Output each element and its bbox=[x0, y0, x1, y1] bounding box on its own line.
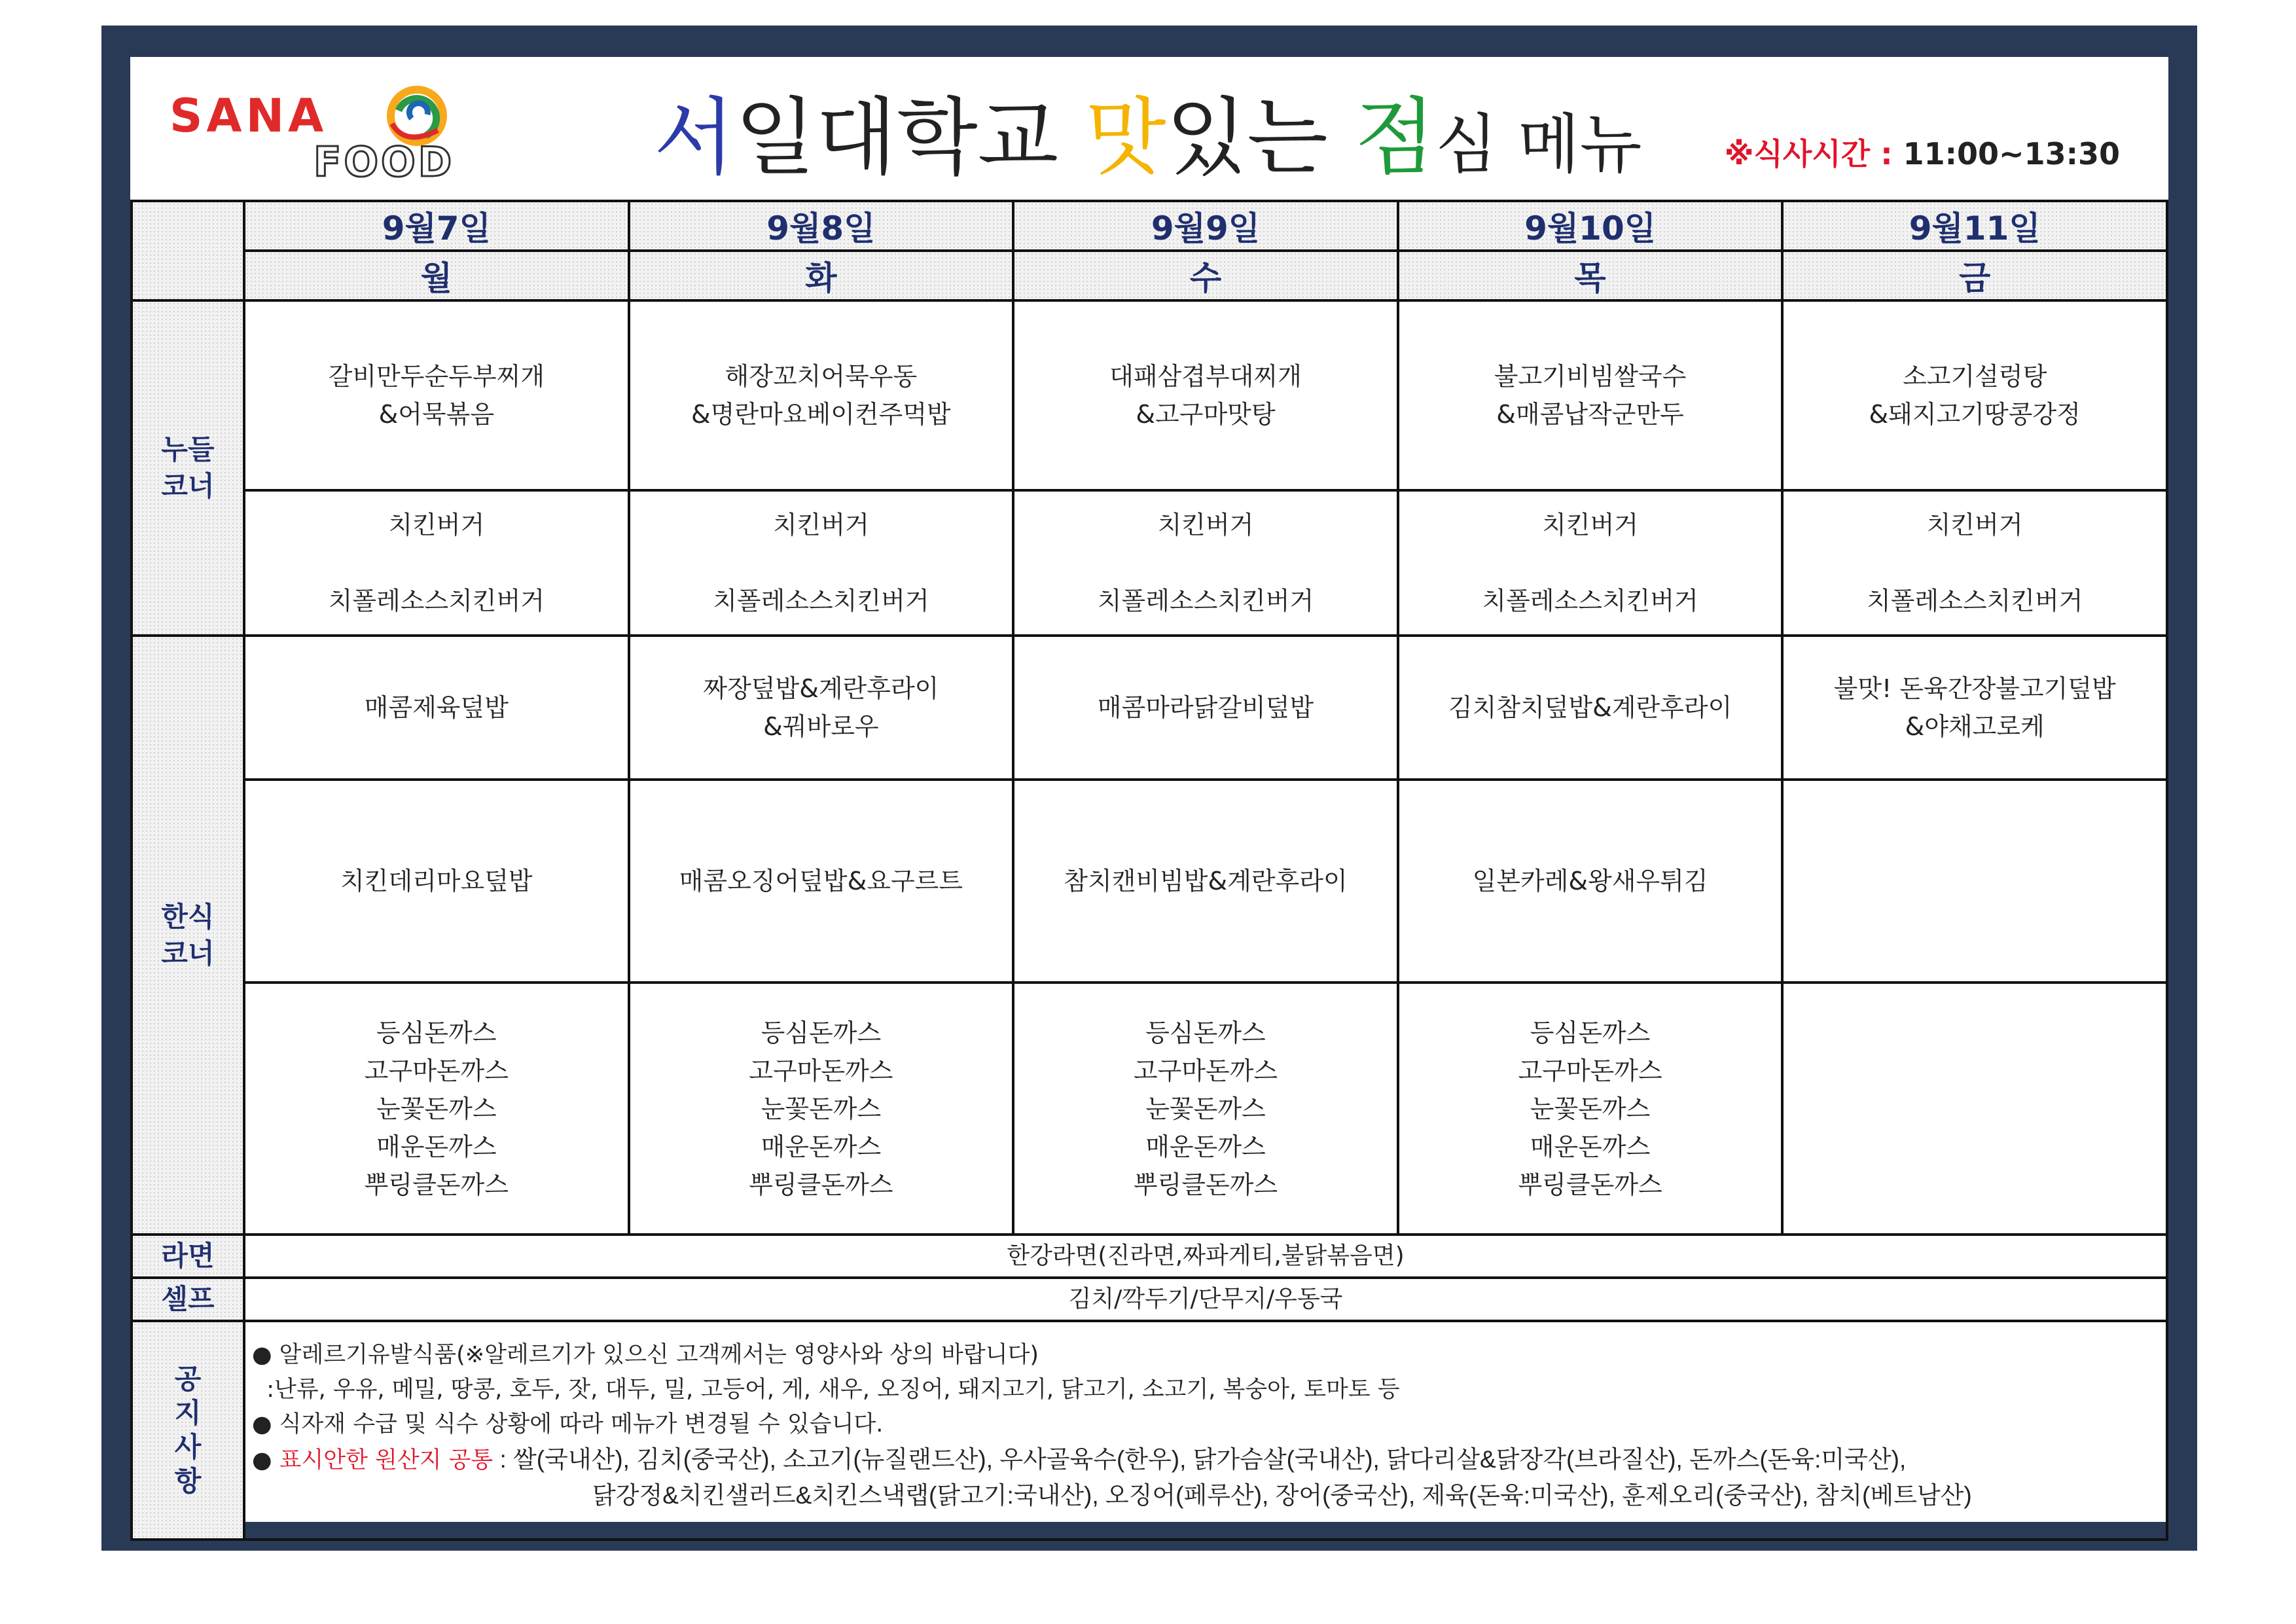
notice-cell bbox=[244, 1321, 2167, 1540]
day-weekday-text: 금 bbox=[1959, 259, 1991, 297]
ramen-label bbox=[132, 1235, 244, 1278]
menu-item: &매콤납작군만두 bbox=[1496, 400, 1684, 429]
menu-item: 치킨데리마요덮밥 bbox=[340, 867, 533, 895]
menu-item: 김치참치덮밥&계란후라이 bbox=[1448, 693, 1732, 722]
day-weekday bbox=[1782, 251, 2167, 300]
menu-item: &돼지고기땅콩강정 bbox=[1869, 400, 2081, 429]
logo-word-food: FOOD bbox=[314, 138, 455, 183]
menu-item: 갈비만두순두부찌개 bbox=[328, 362, 545, 391]
menu-cell bbox=[1398, 983, 1783, 1235]
notice-label-char: 항 bbox=[174, 1465, 202, 1497]
menu-cell bbox=[1013, 983, 1398, 1235]
menu-item: 치킨버거 bbox=[1157, 511, 1254, 539]
logo-word-sana: SANA bbox=[170, 89, 328, 143]
corner-cell bbox=[132, 201, 244, 300]
corner-label-line: 누들 bbox=[161, 433, 215, 465]
ramen-text: 한강라면(진라면,짜파게티,불닭볶음면) bbox=[1007, 1242, 1405, 1269]
menu-item: &야채고로케 bbox=[1905, 712, 2045, 741]
menu-cell bbox=[1013, 636, 1398, 780]
notice-line: ● 알레르기유발식품(※알레르기가 있으신 고객께서는 영양사와 상의 바랍니다) bbox=[252, 1342, 1039, 1368]
self-row bbox=[132, 1278, 2167, 1321]
menu-item: 뿌링클돈까스 bbox=[1518, 1170, 1662, 1199]
menu-cell bbox=[244, 983, 629, 1235]
day-weekday-text: 수 bbox=[1189, 259, 1222, 297]
menu-cell bbox=[629, 300, 1014, 490]
menu-item: 매콤오징어덮밥&요구르트 bbox=[679, 867, 963, 895]
meal-time-value: 11:00~13:30 bbox=[1903, 136, 2120, 171]
menu-item: 뿌링클돈까스 bbox=[364, 1170, 509, 1199]
title-segment: 맛 bbox=[1085, 89, 1166, 187]
menu-item: 치폴레소스치킨버거 bbox=[1482, 586, 1698, 615]
notice-row bbox=[132, 1321, 2167, 1540]
day-weekday-text: 월 bbox=[420, 259, 452, 297]
header bbox=[130, 57, 2168, 198]
notice-line-origin-cont: 닭강정&치킨샐러드&치킨스낵랩(닭고기:국내산), 오징어(페루산), 장어(중국산), 제육(돈육:미국산), 훈제오리(중국산), 참치(베트남산) bbox=[592, 1482, 1972, 1509]
title-segment: 점 bbox=[1354, 89, 1436, 187]
meal-time-label: ※식사시간 : bbox=[1724, 136, 1903, 171]
day-date-text: 9월11일 bbox=[1909, 209, 2041, 247]
corner-label-line: 한식 bbox=[161, 900, 215, 933]
day-weekday-text: 화 bbox=[805, 259, 837, 297]
self-text: 김치/깍두기/단무지/우동국 bbox=[1068, 1286, 1343, 1312]
menu-item: 눈꽃돈까스 bbox=[1530, 1094, 1651, 1123]
menu-cell bbox=[1013, 490, 1398, 636]
menu-item: 치폴레소스치킨버거 bbox=[1097, 586, 1314, 615]
menu-item: 눈꽃돈까스 bbox=[1145, 1094, 1266, 1123]
logo-swirl-icon bbox=[391, 90, 443, 142]
menu-cell bbox=[629, 983, 1014, 1235]
menu-cell bbox=[1782, 490, 2167, 636]
day-date bbox=[1013, 201, 1398, 251]
menu-item bbox=[630, 544, 1013, 582]
ramen-label-text: 라면 bbox=[161, 1240, 215, 1272]
title-segment: 있는 bbox=[1166, 89, 1355, 187]
noodle-row bbox=[132, 490, 2167, 636]
menu-item: 매운돈까스 bbox=[1530, 1132, 1651, 1161]
menu-cell bbox=[629, 780, 1014, 983]
menu-item: 치킨버거 bbox=[772, 511, 869, 539]
menu-item: 고구마돈까스 bbox=[364, 1056, 509, 1085]
menu-sheet bbox=[130, 57, 2168, 1522]
menu-cell bbox=[244, 780, 629, 983]
menu-cell bbox=[1782, 780, 2167, 983]
menu-item: 치폴레소스치킨버거 bbox=[1867, 586, 2083, 615]
menu-item bbox=[245, 544, 628, 582]
self-label-text: 셀프 bbox=[161, 1283, 215, 1315]
day-date-text: 9월8일 bbox=[766, 209, 876, 247]
day-weekday bbox=[1398, 251, 1783, 300]
menu-item: 치킨버거 bbox=[1926, 511, 2023, 539]
menu-cell bbox=[1398, 780, 1783, 983]
menu-item: 눈꽃돈까스 bbox=[761, 1094, 882, 1123]
menu-table bbox=[130, 200, 2168, 1541]
menu-item bbox=[1784, 544, 2166, 582]
menu-item: 고구마돈까스 bbox=[749, 1056, 893, 1085]
menu-cell bbox=[1013, 300, 1398, 490]
menu-item: 치킨버거 bbox=[1542, 511, 1638, 539]
menu-item: 치킨버거 bbox=[388, 511, 485, 539]
notice-label-char: 사 bbox=[174, 1431, 202, 1463]
menu-cell bbox=[1013, 780, 1398, 983]
korean-corner-label bbox=[132, 636, 244, 1235]
menu-item: 등심돈까스 bbox=[1530, 1018, 1651, 1047]
day-date-text: 9월10일 bbox=[1524, 209, 1657, 247]
notice-label bbox=[132, 1321, 244, 1540]
menu-item: 매콤마라닭갈비덮밥 bbox=[1097, 693, 1314, 722]
korean-row bbox=[132, 780, 2167, 983]
menu-item bbox=[1014, 544, 1397, 582]
menu-item: 등심돈까스 bbox=[376, 1018, 497, 1047]
day-date-text: 9월9일 bbox=[1151, 209, 1261, 247]
menu-item: 참치캔비빔밥&계란후라이 bbox=[1064, 867, 1348, 895]
noodle-row bbox=[132, 300, 2167, 490]
sana-food-logo bbox=[170, 84, 510, 183]
self-cell bbox=[244, 1278, 2167, 1321]
menu-item: 치폴레소스치킨버거 bbox=[713, 586, 929, 615]
menu-item: 고구마돈까스 bbox=[1133, 1056, 1278, 1085]
menu-item: 매운돈까스 bbox=[376, 1132, 497, 1161]
menu-item: &고구마맛탕 bbox=[1136, 400, 1276, 429]
page-frame bbox=[101, 26, 2197, 1551]
noodle-corner-label bbox=[132, 300, 244, 636]
menu-item: 등심돈까스 bbox=[761, 1018, 882, 1047]
notice-label-char: 지 bbox=[174, 1397, 202, 1429]
meal-time bbox=[1725, 130, 2120, 173]
notice-line-origin bbox=[252, 1442, 2157, 1478]
menu-cell bbox=[244, 490, 629, 636]
day-weekday bbox=[629, 251, 1014, 300]
title-segment: 서 bbox=[654, 89, 735, 187]
ramen-cell bbox=[244, 1235, 2167, 1278]
day-weekday bbox=[1013, 251, 1398, 300]
menu-item: 불고기비빔쌀국수 bbox=[1494, 362, 1687, 391]
self-label bbox=[132, 1278, 244, 1321]
day-weekday-text: 목 bbox=[1574, 259, 1606, 297]
menu-cell bbox=[1782, 636, 2167, 780]
korean-row bbox=[132, 983, 2167, 1235]
menu-item: 매콤제육덮밥 bbox=[364, 693, 509, 722]
menu-cell bbox=[1398, 490, 1783, 636]
menu-cell bbox=[244, 300, 629, 490]
menu-item: &꿔바로우 bbox=[763, 712, 879, 741]
menu-cell bbox=[629, 490, 1014, 636]
menu-item: 매운돈까스 bbox=[761, 1132, 882, 1161]
menu-cell bbox=[1398, 300, 1783, 490]
menu-cell bbox=[629, 636, 1014, 780]
menu-cell bbox=[1782, 300, 2167, 490]
menu-cell bbox=[1398, 636, 1783, 780]
day-date bbox=[244, 201, 629, 251]
menu-item: 치폴레소스치킨버거 bbox=[328, 586, 545, 615]
corner-label-line: 코너 bbox=[161, 937, 215, 969]
menu-item: 매운돈까스 bbox=[1145, 1132, 1266, 1161]
notice-label-char: 공 bbox=[174, 1363, 202, 1395]
title-segment: 일대학교 bbox=[734, 89, 1085, 187]
menu-item: 고구마돈까스 bbox=[1518, 1056, 1662, 1085]
menu-cell bbox=[1782, 983, 2167, 1235]
menu-cell bbox=[244, 636, 629, 780]
menu-item: &어묵볶음 bbox=[378, 400, 495, 429]
notice-line: ● 식자재 수급 및 식수 상황에 따라 메뉴가 변경될 수 있습니다. bbox=[252, 1411, 884, 1437]
menu-item: 불맛! 돈육간장불고기덮밥 bbox=[1833, 674, 2116, 703]
ramen-row bbox=[132, 1235, 2167, 1278]
menu-item: 뿌링클돈까스 bbox=[1133, 1170, 1278, 1199]
corner-label-line: 코너 bbox=[161, 470, 215, 502]
notice-origin-text: : 쌀(국내산), 김치(중국산), 소고기(뉴질랜드산), 우사골육수(한우), 닭가슴살(국내산), 닭다리살&닭장각(브라질산), 돈까스(돈육:미국산), bbox=[493, 1446, 1907, 1473]
notice-line: :난류, 우유, 메밀, 땅콩, 호두, 잣, 대두, 밀, 고등어, 게, 새우, 오징어, 돼지고기, 닭고기, 소고기, 복숭아, 토마토 등 bbox=[252, 1377, 1400, 1403]
day-date bbox=[1782, 201, 2167, 251]
menu-item bbox=[1399, 544, 1782, 582]
menu-item: 해장꼬치어묵우동 bbox=[725, 362, 918, 391]
menu-item: 짜장덮밥&계란후라이 bbox=[703, 674, 939, 703]
menu-item: 등심돈까스 bbox=[1145, 1018, 1266, 1047]
date-row bbox=[132, 201, 2167, 251]
day-weekday bbox=[244, 251, 629, 300]
menu-item: 일본카레&왕새우튀김 bbox=[1472, 867, 1708, 895]
menu-item: 소고기설렁탕 bbox=[1903, 362, 2047, 391]
page-title bbox=[654, 70, 1767, 188]
menu-item: 눈꽃돈까스 bbox=[376, 1094, 497, 1123]
notice-bullet: ● bbox=[252, 1447, 279, 1473]
day-date-text: 9월7일 bbox=[382, 209, 491, 247]
korean-row bbox=[132, 636, 2167, 780]
day-date bbox=[629, 201, 1014, 251]
menu-item: 뿌링클돈까스 bbox=[749, 1170, 893, 1199]
day-date bbox=[1398, 201, 1783, 251]
weekday-row bbox=[132, 251, 2167, 300]
menu-item: &명란마요베이컨주먹밥 bbox=[691, 400, 951, 429]
title-segment: 심 메뉴 bbox=[1435, 107, 1642, 182]
notice-origin-label: 표시안한 원산지 공통 bbox=[279, 1447, 493, 1473]
menu-item: 대패삼겹부대찌개 bbox=[1109, 362, 1302, 391]
